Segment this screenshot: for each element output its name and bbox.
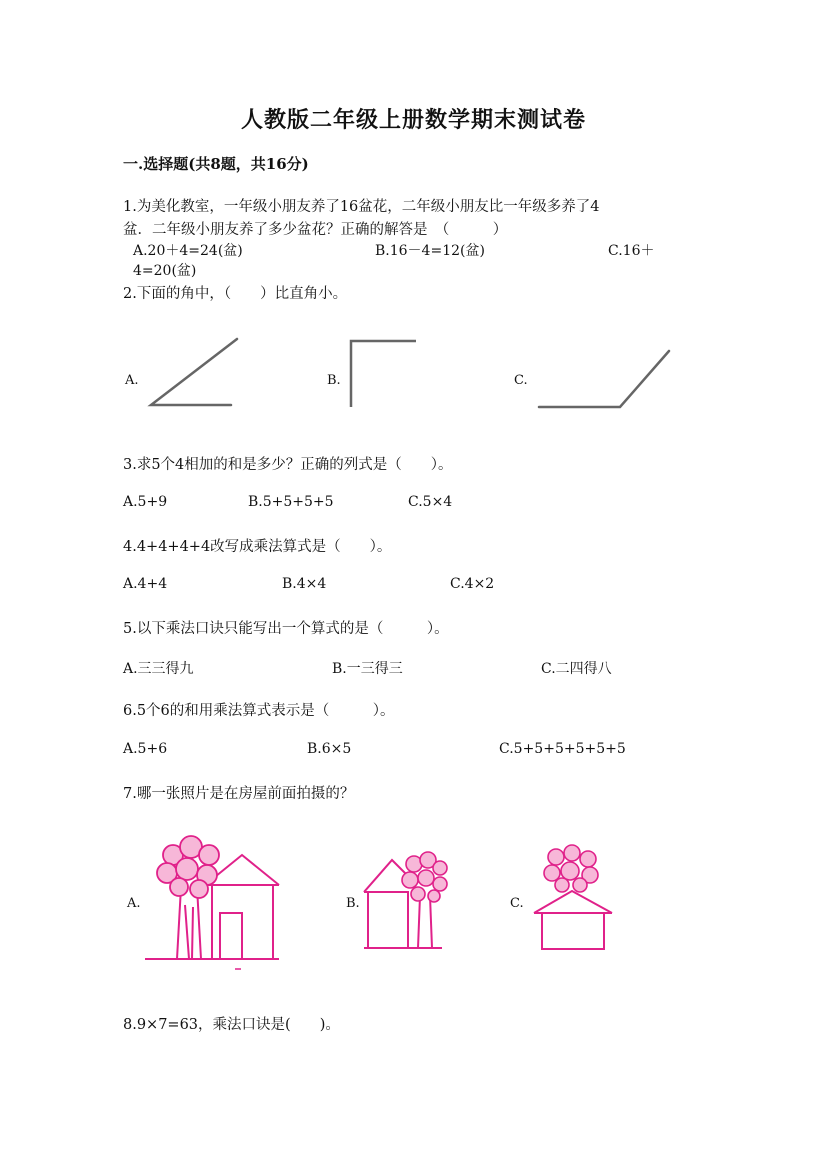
question-5: 5.以下乘法口诀只能写出一个算式的是（ ）。: [123, 621, 449, 637]
question-5-option-a[interactable]: A.三三得九: [123, 661, 194, 677]
question-1-line1: 1.为美化教室，一年级小朋友养了16盆花，二年级小朋友比一年级多养了4: [123, 199, 600, 215]
question-4-option-b[interactable]: B.4×4: [282, 576, 327, 592]
question-6-option-b[interactable]: B.6×5: [307, 741, 352, 757]
question-3-option-c[interactable]: C.5×4: [408, 494, 453, 510]
question-3-option-b[interactable]: B.5+5+5+5: [248, 494, 334, 510]
question-5-option-b[interactable]: B.一三得三: [332, 661, 403, 677]
question-2-option-a[interactable]: A.: [125, 373, 139, 388]
question-1-option-c[interactable]: C.16＋: [608, 243, 655, 259]
question-7-option-c[interactable]: C.: [510, 896, 524, 911]
house-with-tree-left-figure: [145, 835, 285, 970]
question-8: 8.9×7=63，乘法口诀是( )。: [123, 1017, 340, 1033]
page-title: 人教版二年级上册数学期末测试卷: [240, 107, 586, 133]
question-1-option-c-continued: 4=20(盆): [133, 263, 197, 279]
question-2-option-c[interactable]: C.: [514, 373, 528, 388]
obtuse-angle-figure: [535, 345, 675, 413]
right-angle-figure: [345, 335, 420, 410]
question-4-option-a[interactable]: A.4+4: [123, 576, 168, 592]
section-heading: 一.选择题(共8题，共16分): [123, 155, 309, 173]
question-1-option-a[interactable]: A.20＋4=24(盆): [133, 243, 243, 259]
question-2-option-b[interactable]: B.: [327, 373, 341, 388]
acute-angle-figure: [145, 335, 240, 410]
question-6-option-a[interactable]: A.5+6: [123, 741, 168, 757]
house-with-tree-right-figure: [362, 850, 452, 955]
question-7-option-a[interactable]: A.: [127, 896, 141, 911]
house-with-tree-behind-figure: [532, 845, 622, 955]
question-7: 7.哪一张照片是在房屋前面拍摄的？: [123, 786, 355, 802]
question-4-option-c[interactable]: C.4×2: [450, 576, 495, 592]
question-1-option-b[interactable]: B.16－4=12(盆): [375, 243, 485, 259]
question-3: 3.求5个4相加的和是多少？正确的列式是（ ）。: [123, 457, 453, 473]
question-2: 2.下面的角中，（ ）比直角小。: [123, 286, 348, 302]
question-7-option-b[interactable]: B.: [346, 896, 360, 911]
question-4: 4.4+4+4+4改写成乘法算式是（ ）。: [123, 539, 392, 555]
question-5-option-c[interactable]: C.二四得八: [541, 661, 612, 677]
question-6: 6.5个6的和用乘法算式表示是（ ）。: [123, 703, 395, 719]
question-6-option-c[interactable]: C.5+5+5+5+5+5: [499, 741, 626, 757]
question-3-option-a[interactable]: A.5+9: [123, 494, 168, 510]
question-1-line2: 盆．二年级小朋友养了多少盆花？正确的解答是 （ ）: [123, 222, 508, 238]
